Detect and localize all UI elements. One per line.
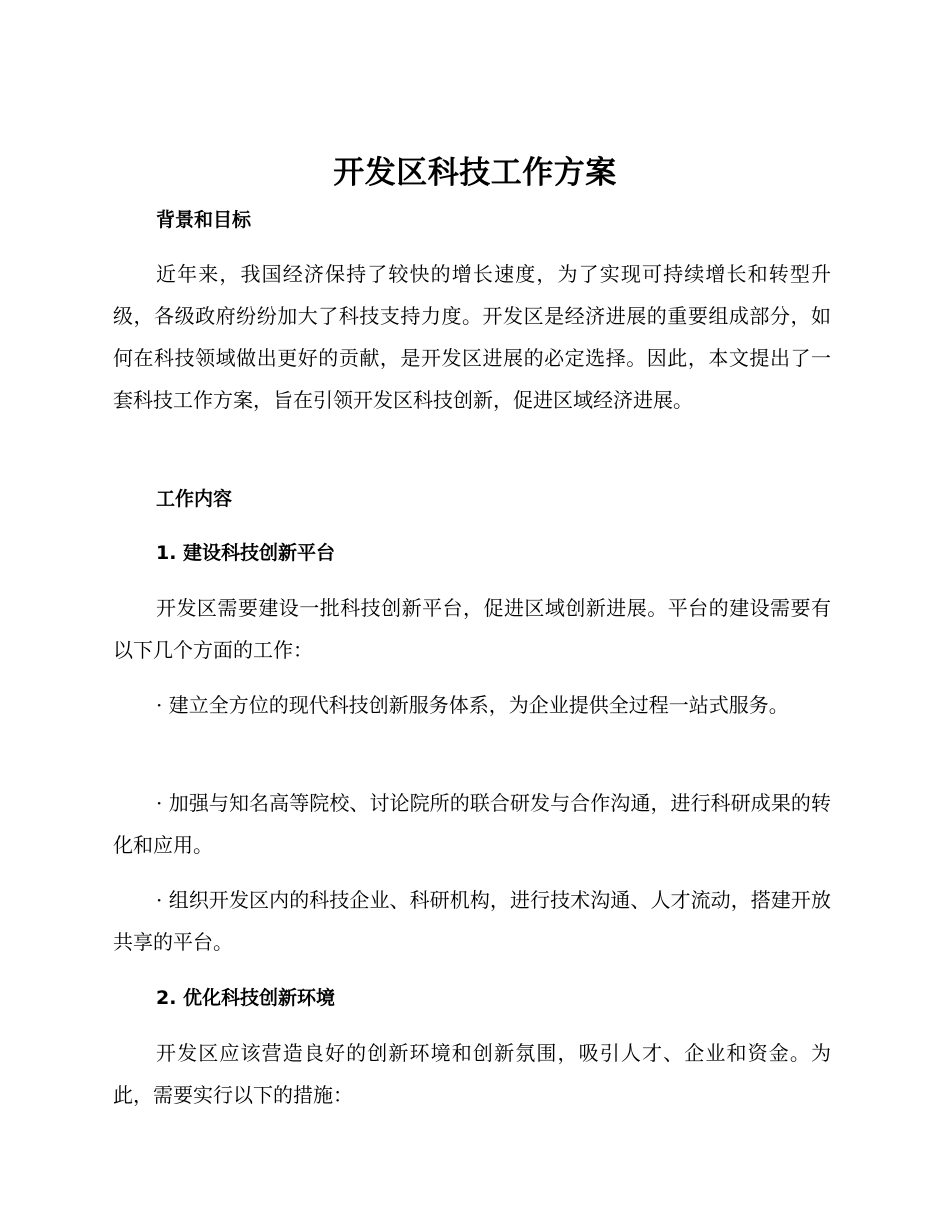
section-heading-background: 背景和目标: [156, 209, 252, 231]
bullet-open-platform: · 组织开发区内的科技企业、科研机构，进行技术沟通、人才流动，搭建开放共享的平台。: [113, 888, 831, 954]
subheading-environment: 2. 优化科技创新环境: [156, 987, 336, 1009]
paragraph-platform-intro: 开发区需要建设一批科技创新平台，促进区域创新进展。平台的建设需要有以下几个方面的工作：: [113, 596, 831, 662]
document-title: 开发区科技工作方案: [333, 155, 617, 191]
bullet-service-system: · 建立全方位的现代科技创新服务体系，为企业提供全过程一站式服务。: [156, 693, 789, 717]
section-heading-work-content: 工作内容: [156, 488, 233, 510]
paragraph-environment-intro: 开发区应该营造良好的创新环境和创新氛围，吸引人才、企业和资金。为此，需要实行以下的措施：: [113, 1041, 831, 1107]
paragraph-background: 近年来，我国经济保持了较快的增长速度，为了实现可持续增长和转型升级，各级政府纷纷加大了科技支持力度。开发区是经济进展的重要组成部分，如何在科技领域做出更好的贡献，是开发区进展的必定选择。因此，本文提出了一套科技工作方案，旨在引领开发区科技创新，促进区域经济进展。: [113, 262, 831, 412]
bullet-university-cooperation: · 加强与知名高等院校、讨论院所的联合研发与合作沟通，进行科研成果的转化和应用。: [113, 791, 831, 857]
subheading-platform: 1. 建设科技创新平台: [156, 542, 336, 564]
